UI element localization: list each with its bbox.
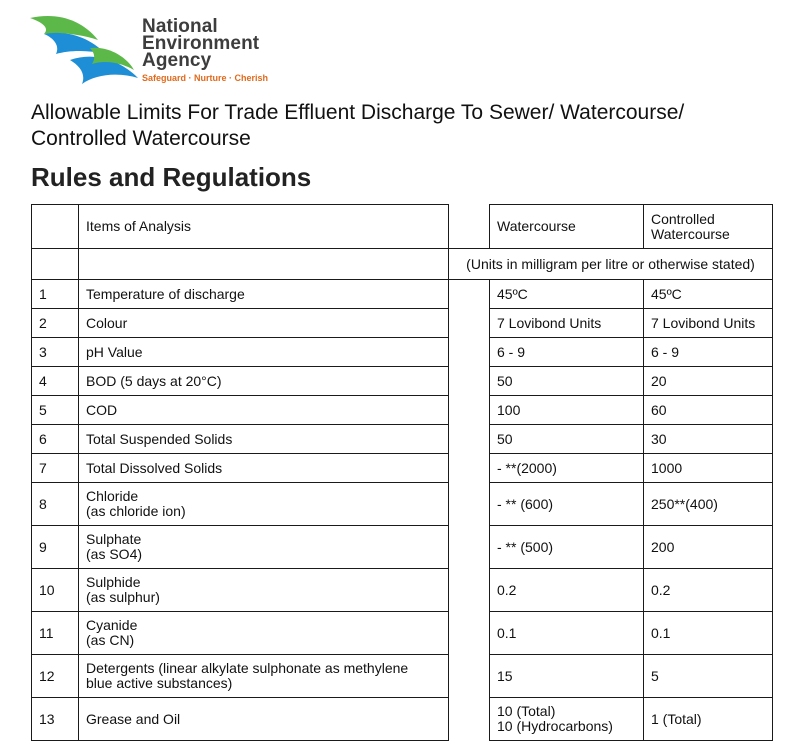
nea-logo-icon (30, 12, 142, 90)
controlled-cell (644, 655, 773, 698)
controlled-cell (644, 338, 773, 367)
table-row (32, 569, 773, 612)
watercourse-cell (490, 483, 644, 526)
agency-tagline: Safeguard · Nurture · Cherish (142, 73, 269, 83)
controlled-cell-line: 200 (651, 538, 675, 555)
header-watercourse-cell: Watercourse (490, 205, 644, 249)
controlled-cell (644, 569, 773, 612)
agency-name-line: National (142, 16, 218, 37)
units-items-cell (79, 249, 449, 280)
row-number-cell: 4 (32, 367, 79, 396)
item-cell-line: Detergents (linear alkylate sulphonate as methylene (86, 660, 409, 676)
agency-name-line: Agency (142, 50, 212, 71)
table-row (32, 454, 773, 483)
header-controlled-line: Controlled (651, 210, 715, 227)
row-number-cell: 12 (32, 655, 79, 698)
units-note: (Units in milligram per litre or otherwise stated) (449, 249, 773, 280)
watercourse-cell (490, 396, 644, 425)
watercourse-cell (490, 569, 644, 612)
table-row (32, 655, 773, 698)
spacer-cell (449, 280, 490, 309)
watercourse-cell-line: - ** (500) (497, 538, 554, 555)
item-cell-line: COD (86, 401, 118, 418)
item-cell-line: pH Value (86, 343, 143, 360)
table-row (32, 280, 773, 309)
row-number-cell: 6 (32, 425, 79, 454)
row-number-cell: 11 (32, 612, 79, 655)
item-cell-line: Cyanide (86, 617, 138, 633)
table-header-row (32, 205, 773, 249)
item-cell (79, 396, 449, 425)
document-title (31, 100, 791, 152)
watercourse-cell (490, 698, 644, 741)
item-cell (79, 569, 449, 612)
units-no-cell (32, 249, 79, 280)
watercourse-cell (490, 309, 644, 338)
item-cell-line: (as sulphur) (86, 589, 160, 605)
item-cell-line: Sulphide (86, 574, 141, 590)
row-number-cell: 7 (32, 454, 79, 483)
controlled-cell (644, 309, 773, 338)
controlled-cell-line: 7 Lovibond Units (651, 314, 756, 331)
controlled-cell (644, 425, 773, 454)
item-cell (79, 526, 449, 569)
controlled-cell-line: 45ºC (651, 285, 682, 302)
watercourse-cell-line: 10 (Hydrocarbons) (497, 718, 613, 734)
watercourse-cell (490, 425, 644, 454)
effluent-limits-table (31, 204, 773, 741)
table-row (32, 698, 773, 741)
item-cell (79, 454, 449, 483)
controlled-cell-line: 5 (651, 667, 659, 684)
table-row (32, 612, 773, 655)
spacer-cell (449, 483, 490, 526)
controlled-cell-line: 1000 (651, 459, 683, 476)
item-cell-line: Sulphate (86, 531, 142, 547)
row-number-cell: 8 (32, 483, 79, 526)
item-cell-line: Temperature of discharge (86, 285, 245, 302)
row-number-cell: 9 (32, 526, 79, 569)
section-heading: Rules and Regulations (31, 162, 312, 192)
units-row (32, 249, 773, 280)
row-number-cell: 13 (32, 698, 79, 741)
controlled-cell (644, 396, 773, 425)
watercourse-cell-line: 6 - 9 (497, 343, 526, 360)
agency-name (142, 18, 259, 69)
watercourse-cell (490, 367, 644, 396)
row-number-cell: 10 (32, 569, 79, 612)
item-cell-line: blue active substances) (86, 675, 233, 691)
item-cell (79, 367, 449, 396)
watercourse-cell-line: 0.2 (497, 581, 517, 598)
watercourse-cell-line: - **(2000) (497, 459, 557, 476)
spacer-cell (449, 425, 490, 454)
item-cell-line: (as CN) (86, 632, 135, 648)
spacer-cell (449, 526, 490, 569)
watercourse-cell-line: 45ºC (497, 285, 528, 302)
watercourse-cell-line: 100 (497, 401, 521, 418)
item-cell (79, 425, 449, 454)
item-cell (79, 698, 449, 741)
watercourse-cell (490, 526, 644, 569)
watercourse-cell-line: 15 (497, 667, 513, 684)
spacer-cell (449, 569, 490, 612)
table-row (32, 367, 773, 396)
item-cell-line: Grease and Oil (86, 710, 181, 727)
watercourse-cell (490, 280, 644, 309)
item-cell-line: Total Dissolved Solids (86, 459, 223, 476)
table-row (32, 526, 773, 569)
controlled-cell-line: 20 (651, 372, 667, 389)
controlled-cell-line: 0.1 (651, 624, 671, 641)
item-cell-line: (as SO4) (86, 546, 143, 562)
row-number-cell: 2 (32, 309, 79, 338)
watercourse-cell (490, 338, 644, 367)
header-controlled-line: Watercourse (651, 225, 730, 242)
item-cell-line: Total Suspended Solids (86, 430, 233, 447)
item-cell-line: (as chloride ion) (86, 503, 186, 519)
controlled-cell (644, 454, 773, 483)
watercourse-cell-line: - ** (600) (497, 495, 554, 512)
table-row (32, 425, 773, 454)
watercourse-cell-line: 50 (497, 430, 513, 447)
controlled-cell-line: 60 (651, 401, 667, 418)
table-row (32, 483, 773, 526)
item-cell-line: BOD (5 days at 20°C) (86, 372, 222, 389)
controlled-cell (644, 367, 773, 396)
row-number-cell: 1 (32, 280, 79, 309)
header-spacer-cell (449, 205, 490, 249)
spacer-cell (449, 367, 490, 396)
document-title-line: Allowable Limits For Trade Effluent Discharge To Sewer/ Watercourse/ (31, 101, 685, 124)
controlled-cell-line: 6 - 9 (651, 343, 680, 360)
watercourse-cell (490, 612, 644, 655)
watercourse-cell-line: 10 (Total) (497, 703, 556, 719)
watercourse-cell-line: 7 Lovibond Units (497, 314, 602, 331)
spacer-cell (449, 338, 490, 367)
controlled-cell-line: 30 (651, 430, 667, 447)
spacer-cell (449, 655, 490, 698)
item-cell-line: Colour (86, 314, 128, 331)
controlled-cell (644, 280, 773, 309)
controlled-cell (644, 612, 773, 655)
controlled-cell-line: 0.2 (651, 581, 671, 598)
watercourse-cell (490, 454, 644, 483)
spacer-cell (449, 612, 490, 655)
controlled-cell-line: 250**(400) (651, 495, 718, 512)
item-cell (79, 338, 449, 367)
table-row (32, 338, 773, 367)
spacer-cell (449, 698, 490, 741)
document-title-line: Controlled Watercourse (31, 127, 251, 150)
table-row (32, 309, 773, 338)
header-no-cell (32, 205, 79, 249)
agency-name-line: Environment (142, 33, 260, 54)
controlled-cell (644, 526, 773, 569)
watercourse-cell-line: 50 (497, 372, 513, 389)
item-cell (79, 483, 449, 526)
header-items-cell: Items of Analysis (79, 205, 449, 249)
nea-logo (30, 12, 290, 90)
controlled-cell (644, 483, 773, 526)
spacer-cell (449, 396, 490, 425)
row-number-cell: 5 (32, 396, 79, 425)
watercourse-cell-line: 0.1 (497, 624, 517, 641)
row-number-cell: 3 (32, 338, 79, 367)
item-cell (79, 309, 449, 338)
spacer-cell (449, 309, 490, 338)
header-controlled-cell (644, 205, 773, 249)
table-row (32, 396, 773, 425)
item-cell (79, 280, 449, 309)
item-cell-line: Chloride (86, 488, 139, 504)
controlled-cell (644, 698, 773, 741)
item-cell (79, 612, 449, 655)
item-cell (79, 655, 449, 698)
controlled-cell-line: 1 (Total) (651, 710, 702, 727)
spacer-cell (449, 454, 490, 483)
watercourse-cell (490, 655, 644, 698)
